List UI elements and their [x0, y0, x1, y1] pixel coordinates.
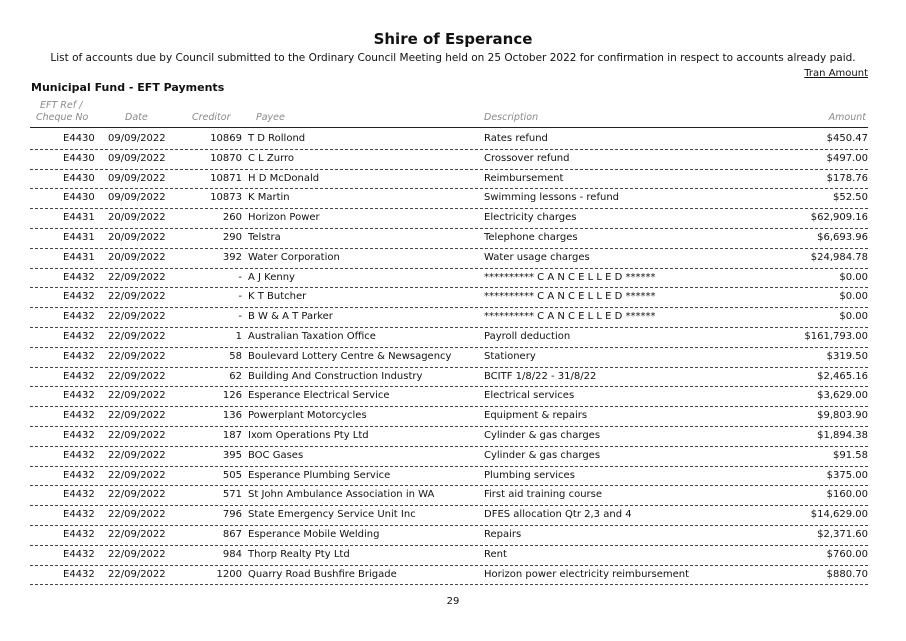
page-subtitle: List of accounts due by Council submitted to the Ordinary Council Meeting held on 25 October 2022 for confirmation in respect to accounts already paid.	[50, 52, 856, 64]
table-row	[0, 189, 906, 209]
creditor-cell: 260	[222, 212, 242, 224]
ref-cell: E4432	[63, 271, 95, 283]
date-cell: 20/09/2022	[108, 212, 166, 224]
amount-cell: $91.58	[833, 449, 868, 461]
creditor-cell: 62	[229, 370, 242, 382]
creditor-cell: 290	[222, 231, 242, 243]
creditor-cell: 395	[222, 449, 242, 461]
date-cell: 09/09/2022	[108, 152, 166, 164]
column-header-creditor: Creditor	[192, 112, 231, 123]
description-cell: ********** C A N C E L L E D ******	[484, 311, 656, 323]
date-cell: 22/09/2022	[108, 410, 166, 422]
table-row	[0, 486, 906, 506]
amount-cell: $52.50	[833, 192, 868, 204]
table-row	[0, 170, 906, 190]
payee-cell: Telstra	[248, 231, 281, 243]
table-row	[0, 328, 906, 348]
description-cell: Rates refund	[484, 133, 548, 144]
payee-cell: Esperance Mobile Welding	[248, 528, 380, 540]
date-cell: 22/09/2022	[108, 271, 166, 283]
table-row	[0, 427, 906, 447]
creditor-cell: 10870	[210, 152, 242, 164]
date-cell: 22/09/2022	[108, 350, 166, 362]
table-row	[0, 249, 906, 269]
date-cell: 22/09/2022	[108, 390, 166, 402]
payee-cell: Esperance Electrical Service	[248, 390, 390, 402]
description-cell: Cylinder & gas charges	[484, 449, 601, 461]
column-header-ref-line1: EFT Ref /	[40, 100, 83, 111]
column-header-description: Description	[484, 112, 539, 123]
ref-cell: E4432	[63, 410, 95, 422]
table-row	[0, 348, 906, 368]
payee-cell: Boulevard Lottery Centre & Newsagency	[248, 350, 452, 362]
column-header-payee: Payee	[256, 112, 285, 123]
ref-cell: E4432	[63, 469, 95, 481]
table-row	[0, 407, 906, 427]
date-cell: 20/09/2022	[108, 251, 166, 263]
date-cell: 22/09/2022	[108, 528, 166, 540]
payee-cell: State Emergency Service Unit Inc	[248, 509, 416, 521]
ref-cell: E4432	[63, 370, 95, 382]
date-cell: 22/09/2022	[108, 469, 166, 481]
payee-cell: A J Kenny	[248, 271, 295, 283]
date-cell: 22/09/2022	[108, 489, 166, 501]
description-cell: Reimbursement	[484, 172, 564, 184]
payee-cell: Powerplant Motorcycles	[248, 410, 367, 422]
table-row	[0, 546, 906, 566]
payee-cell: B W & A T Parker	[248, 311, 333, 323]
ref-cell: E4430	[63, 192, 95, 204]
ref-cell: E4432	[63, 489, 95, 501]
amount-cell: $3,629.00	[817, 390, 868, 402]
creditor-cell: 187	[222, 429, 242, 441]
description-cell: First aid training course	[484, 489, 603, 501]
table-row	[0, 209, 906, 229]
creditor-cell: 392	[222, 251, 242, 263]
amount-cell: $178.76	[826, 172, 868, 184]
payee-cell: K T Butcher	[248, 291, 307, 303]
amount-cell: $497.00	[826, 152, 868, 164]
payee-cell: Thorp Realty Pty Ltd	[248, 548, 350, 560]
payee-cell: St John Ambulance Association in WA	[248, 489, 435, 501]
date-cell: 22/09/2022	[108, 548, 166, 560]
amount-cell: $62,909.16	[810, 212, 868, 224]
description-cell: BCITF 1/8/22 - 31/8/22	[484, 370, 597, 382]
table-row	[0, 288, 906, 308]
description-cell: Telephone charges	[484, 231, 578, 243]
ref-cell: E4430	[63, 172, 95, 184]
ref-cell: E4431	[63, 251, 95, 263]
creditor-cell: 1200	[216, 568, 242, 580]
creditor-cell: 571	[222, 489, 242, 501]
amount-cell: $450.47	[826, 133, 868, 144]
column-header-ref-line2: Cheque No	[36, 112, 89, 123]
creditor-cell: 505	[222, 469, 242, 481]
page-number: 29	[446, 596, 460, 607]
table-row	[0, 566, 906, 586]
date-cell: 09/09/2022	[108, 192, 166, 204]
table-row	[0, 526, 906, 546]
description-cell: Water usage charges	[484, 251, 590, 263]
creditor-cell: 1	[235, 330, 242, 342]
ref-cell: E4432	[63, 330, 95, 342]
payee-cell: C L Zurro	[248, 152, 295, 164]
payee-cell: BOC Gases	[248, 449, 304, 461]
amount-cell: $161,793.00	[804, 330, 868, 342]
column-header-date: Date	[125, 112, 148, 123]
description-cell: Payroll deduction	[484, 330, 571, 342]
ref-cell: E4431	[63, 212, 95, 224]
table-row	[0, 447, 906, 467]
amount-cell: $0.00	[839, 291, 868, 303]
description-cell: Rent	[484, 548, 507, 560]
table-row	[0, 467, 906, 487]
creditor-cell: 10871	[210, 172, 242, 184]
description-cell: Horizon power electricity reimbursement	[484, 568, 690, 580]
amount-cell: $2,465.16	[817, 370, 868, 382]
payee-cell: Esperance Plumbing Service	[248, 469, 391, 481]
table-row	[0, 130, 906, 150]
amount-cell: $9,803.90	[817, 410, 868, 422]
payments-table	[0, 130, 906, 585]
creditor-cell: 10873	[210, 192, 242, 204]
ref-cell: E4432	[63, 311, 95, 323]
creditor-cell: -	[238, 291, 242, 303]
description-cell: Plumbing services	[484, 469, 575, 481]
date-cell: 22/09/2022	[108, 330, 166, 342]
creditor-cell: 136	[222, 410, 242, 422]
creditor-cell: 58	[229, 350, 242, 362]
table-row	[0, 269, 906, 289]
ref-cell: E4432	[63, 509, 95, 521]
ref-cell: E4432	[63, 350, 95, 362]
amount-cell: $14,629.00	[810, 509, 868, 521]
description-cell: ********** C A N C E L L E D ******	[484, 271, 656, 283]
description-cell: Repairs	[484, 528, 522, 540]
description-cell: Equipment & repairs	[484, 410, 588, 422]
ref-cell: E4432	[63, 548, 95, 560]
table-row	[0, 387, 906, 407]
table-row	[0, 506, 906, 526]
date-cell: 22/09/2022	[108, 311, 166, 323]
amount-cell: $0.00	[839, 271, 868, 283]
date-cell: 09/09/2022	[108, 172, 166, 184]
table-row	[0, 229, 906, 249]
ref-cell: E4431	[63, 231, 95, 243]
amount-cell: $160.00	[826, 489, 868, 501]
page-title: Shire of Esperance	[373, 30, 533, 48]
creditor-cell: 984	[222, 548, 242, 560]
description-cell: ********** C A N C E L L E D ******	[484, 291, 656, 303]
payee-cell: H D McDonald	[248, 172, 320, 184]
table-row	[0, 368, 906, 388]
amount-cell: $24,984.78	[810, 251, 868, 263]
ref-cell: E4432	[63, 528, 95, 540]
payee-cell: Building And Construction Industry	[248, 370, 423, 382]
creditor-cell: -	[238, 271, 242, 283]
payee-cell: Australian Taxation Office	[248, 330, 376, 342]
date-cell: 22/09/2022	[108, 568, 166, 580]
amount-cell: $1,894.38	[817, 429, 868, 441]
amount-cell: $760.00	[826, 548, 868, 560]
creditor-cell: 867	[222, 528, 242, 540]
amount-cell: $319.50	[826, 350, 868, 362]
creditor-cell: 126	[222, 390, 242, 402]
ref-cell: E4432	[63, 568, 95, 580]
tran-amount-label: Tran Amount	[804, 68, 868, 79]
description-cell: Cylinder & gas charges	[484, 429, 601, 441]
creditor-cell: 10869	[210, 133, 242, 144]
payee-cell: T D Rollond	[248, 133, 306, 144]
section-heading: Municipal Fund - EFT Payments	[31, 81, 225, 94]
description-cell: Electrical services	[484, 390, 575, 402]
creditor-cell: 796	[222, 509, 242, 521]
ref-cell: E4430	[63, 152, 95, 164]
description-cell: Electricity charges	[484, 212, 577, 224]
amount-cell: $880.70	[826, 568, 868, 580]
payee-cell: Quarry Road Bushfire Brigade	[248, 568, 397, 580]
ref-cell: E4432	[63, 449, 95, 461]
date-cell: 20/09/2022	[108, 231, 166, 243]
table-row	[0, 308, 906, 328]
payee-cell: Ixom Operations Pty Ltd	[248, 429, 369, 441]
description-cell: Swimming lessons - refund	[484, 192, 619, 204]
amount-cell: $0.00	[839, 311, 868, 323]
amount-cell: $2,371.60	[817, 528, 868, 540]
ref-cell: E4432	[63, 390, 95, 402]
payee-cell: Water Corporation	[248, 251, 340, 263]
column-header-amount: Amount	[828, 112, 866, 123]
description-cell: DFES allocation Qtr 2,3 and 4	[484, 509, 632, 521]
date-cell: 22/09/2022	[108, 509, 166, 521]
description-cell: Stationery	[484, 350, 536, 362]
payee-cell: Horizon Power	[248, 212, 320, 224]
date-cell: 22/09/2022	[108, 370, 166, 382]
header-divider	[30, 127, 868, 128]
amount-cell: $6,693.96	[817, 231, 868, 243]
ref-cell: E4430	[63, 133, 95, 144]
date-cell: 09/09/2022	[108, 133, 166, 144]
creditor-cell: -	[238, 311, 242, 323]
amount-cell: $375.00	[826, 469, 868, 481]
date-cell: 22/09/2022	[108, 449, 166, 461]
ref-cell: E4432	[63, 291, 95, 303]
date-cell: 22/09/2022	[108, 429, 166, 441]
table-row	[0, 150, 906, 170]
payee-cell: K Martin	[248, 192, 290, 204]
ref-cell: E4432	[63, 429, 95, 441]
date-cell: 22/09/2022	[108, 291, 166, 303]
description-cell: Crossover refund	[484, 152, 570, 164]
